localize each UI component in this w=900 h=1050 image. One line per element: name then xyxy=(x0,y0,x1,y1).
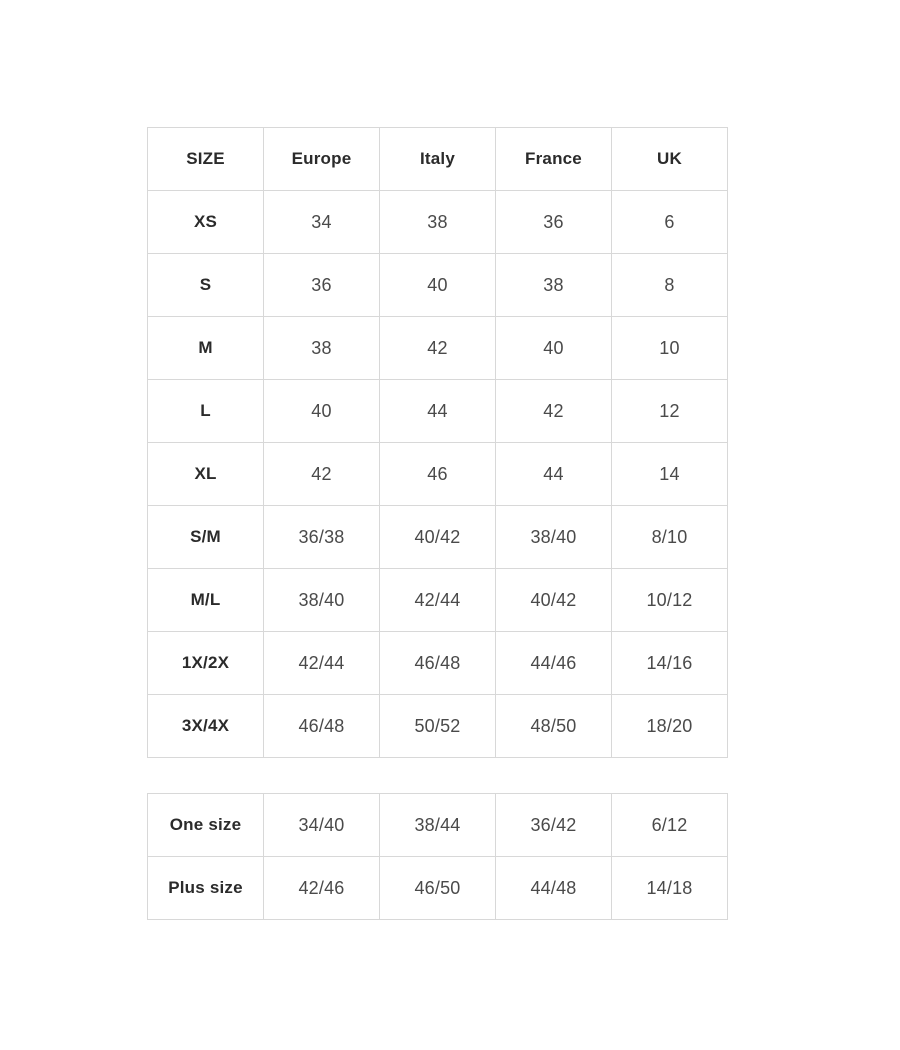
value-cell: 40 xyxy=(264,380,380,443)
value-cell: 36 xyxy=(496,191,612,254)
value-cell: 46 xyxy=(380,443,496,506)
value-cell: 34 xyxy=(264,191,380,254)
header-cell-europe: Europe xyxy=(264,128,380,191)
value-cell: 12 xyxy=(612,380,728,443)
value-cell: 42/44 xyxy=(380,569,496,632)
size-conversion-table-main xyxy=(147,127,728,758)
table-row xyxy=(148,443,728,506)
header-cell-italy: Italy xyxy=(380,128,496,191)
value-cell: 36 xyxy=(264,254,380,317)
table-row xyxy=(148,695,728,758)
value-cell: 50/52 xyxy=(380,695,496,758)
table-header xyxy=(148,128,728,191)
size-label-cell: One size xyxy=(148,794,264,857)
value-cell: 6/12 xyxy=(612,794,728,857)
value-cell: 42 xyxy=(264,443,380,506)
value-cell: 44 xyxy=(496,443,612,506)
size-label-cell: XL xyxy=(148,443,264,506)
table-row xyxy=(148,254,728,317)
value-cell: 14/16 xyxy=(612,632,728,695)
value-cell: 38 xyxy=(380,191,496,254)
table-row xyxy=(148,857,728,920)
value-cell: 38 xyxy=(496,254,612,317)
table-row xyxy=(148,794,728,857)
value-cell: 8 xyxy=(612,254,728,317)
value-cell: 42 xyxy=(496,380,612,443)
size-label-cell: M xyxy=(148,317,264,380)
table-row xyxy=(148,380,728,443)
table-row xyxy=(148,632,728,695)
value-cell: 14 xyxy=(612,443,728,506)
value-cell: 38/44 xyxy=(380,794,496,857)
value-cell: 34/40 xyxy=(264,794,380,857)
size-label-cell: 3X/4X xyxy=(148,695,264,758)
value-cell: 40/42 xyxy=(380,506,496,569)
table-row xyxy=(148,506,728,569)
size-label-cell: M/L xyxy=(148,569,264,632)
value-cell: 42 xyxy=(380,317,496,380)
size-label-cell: L xyxy=(148,380,264,443)
value-cell: 42/44 xyxy=(264,632,380,695)
value-cell: 42/46 xyxy=(264,857,380,920)
value-cell: 44/46 xyxy=(496,632,612,695)
size-conversion-table-special xyxy=(147,793,728,920)
size-label-cell: S xyxy=(148,254,264,317)
value-cell: 6 xyxy=(612,191,728,254)
size-conversion-tables xyxy=(147,127,728,920)
value-cell: 44 xyxy=(380,380,496,443)
value-cell: 40 xyxy=(380,254,496,317)
size-label-cell: Plus size xyxy=(148,857,264,920)
header-cell-size: SIZE xyxy=(148,128,264,191)
value-cell: 10/12 xyxy=(612,569,728,632)
table-row xyxy=(148,317,728,380)
value-cell: 18/20 xyxy=(612,695,728,758)
table-body xyxy=(148,794,728,920)
value-cell: 46/48 xyxy=(264,695,380,758)
value-cell: 40 xyxy=(496,317,612,380)
table-row xyxy=(148,569,728,632)
header-cell-france: France xyxy=(496,128,612,191)
value-cell: 46/48 xyxy=(380,632,496,695)
value-cell: 10 xyxy=(612,317,728,380)
value-cell: 38 xyxy=(264,317,380,380)
value-cell: 36/42 xyxy=(496,794,612,857)
header-cell-uk: UK xyxy=(612,128,728,191)
value-cell: 48/50 xyxy=(496,695,612,758)
value-cell: 36/38 xyxy=(264,506,380,569)
value-cell: 40/42 xyxy=(496,569,612,632)
size-label-cell: 1X/2X xyxy=(148,632,264,695)
value-cell: 38/40 xyxy=(264,569,380,632)
value-cell: 8/10 xyxy=(612,506,728,569)
value-cell: 14/18 xyxy=(612,857,728,920)
size-label-cell: S/M xyxy=(148,506,264,569)
value-cell: 46/50 xyxy=(380,857,496,920)
table-row xyxy=(148,191,728,254)
table-body xyxy=(148,191,728,758)
value-cell: 44/48 xyxy=(496,857,612,920)
value-cell: 38/40 xyxy=(496,506,612,569)
size-label-cell: XS xyxy=(148,191,264,254)
header-row xyxy=(148,128,728,191)
